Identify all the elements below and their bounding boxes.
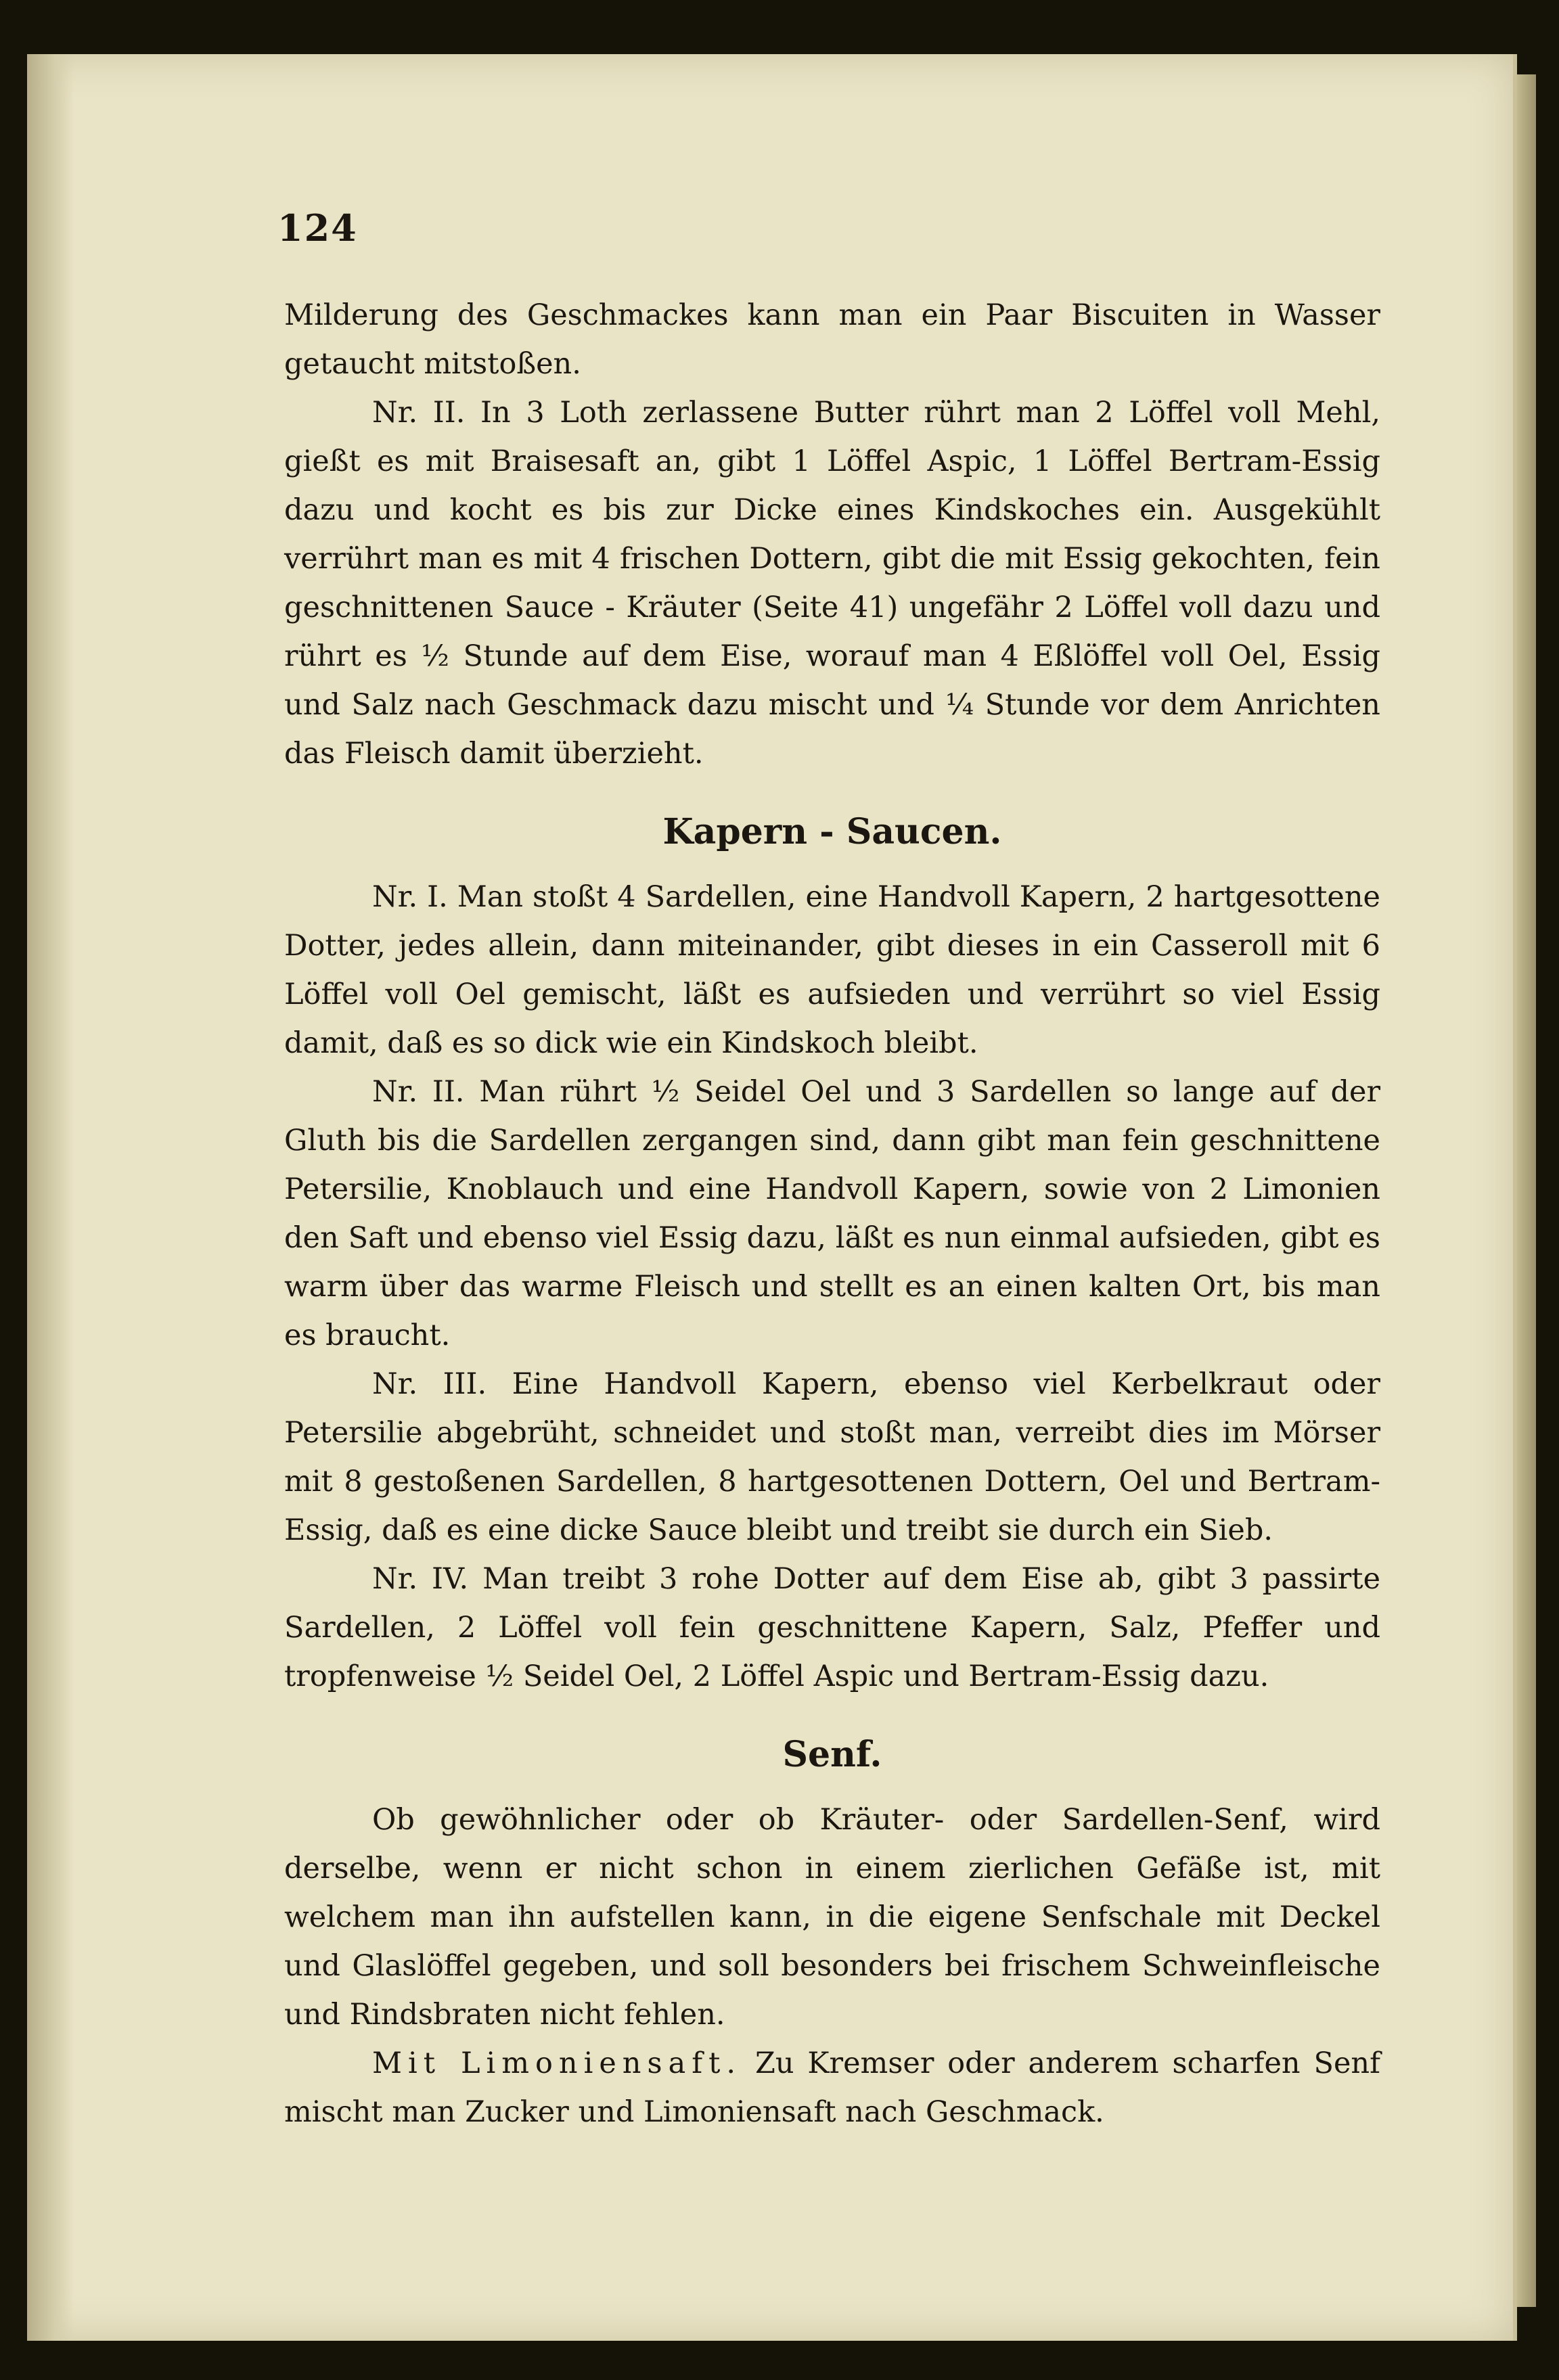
section-heading-kapern-saucen: Kapern - Saucen. xyxy=(662,811,1002,852)
recipe-nr2 xyxy=(284,1068,1380,1360)
recipe-label: Nr. II. xyxy=(372,1075,465,1109)
limoniensaft-paragraph xyxy=(284,2039,1380,2136)
paragraph-label: Mit Limoniensaft. xyxy=(372,2046,742,2080)
recipe-text: Man treibt 3 rohe Dotter auf dem Eise ab, gibt 3 passirte Sardellen, 2 Löffel voll fein geschnittene Kapern, Salz, Pfeffer und tropfenweise ½ Seidel Oel, 2 Löffel Aspic und Bertram-Essig dazu. xyxy=(284,1562,1381,1693)
paragraph-text: Zu Kremser oder anderem scharfen Senf mischt man Zucker und Limoniensaft nach Geschmack. xyxy=(284,2046,1381,2129)
recipe-label: Nr. II. xyxy=(372,396,466,430)
page-body xyxy=(284,291,1380,2136)
recipe-label: Nr. III. xyxy=(372,1367,487,1401)
recipe-nr1 xyxy=(284,873,1380,1068)
recipe-text: Eine Handvoll Kapern, ebenso viel Kerbelkraut oder Petersilie abgebrüht, schneidet und stoßt man, verreibt dies im Mörser mit 8 gestoßenen Sardellen, 8 hartgesottenen Dottern, Oel und Bertram-Essig, daß es eine dicke Sauce bleibt und treibt sie durch ein Sieb. xyxy=(284,1367,1380,1547)
intro-recipe-nr2 xyxy=(284,388,1380,778)
book-gutter xyxy=(27,54,74,2341)
recipe-label: Nr. I. xyxy=(372,880,448,914)
senf-paragraph: Ob gewöhnlicher oder ob Kräuter- oder Sardellen-Senf, wird derselbe, wenn er nicht schon in einem zierlichen Gefäße ist, mit welchem man ihn aufstellen kann, in die eigene Senfschale mit Deckel und Glaslöffel gegeben, und soll besonders bei frischem Schweinfleische und Rindsbraten nicht fehlen. xyxy=(284,1803,1380,2032)
recipe-text: In 3 Loth zerlassene Butter rührt man 2 Löffel voll Mehl, gießt es mit Braisesaft an, gibt 1 Löffel Aspic, 1 Löffel Bertram-Essig dazu und kocht es bis zur Dicke eines Kindskoches ein. Ausgekühlt verrührt man es mit 4 frischen Dottern, gibt die mit Essig gekochten, fein geschnittenen Sauce - Kräuter (Seite 41) ungefähr 2 Löffel voll dazu und rührt es ½ Stunde auf dem Eise, worauf man 4 Eßlöffel voll Oel, Essig und Salz nach Geschmack dazu mischt und ¼ Stunde vor dem Anrichten das Fleisch damit überzieht. xyxy=(284,396,1380,771)
intro-paragraph: Milderung des Geschmackes kann man ein Paar Biscuiten in Wasser getaucht mitstoßen. xyxy=(284,298,1380,381)
recipe-label: Nr. IV. xyxy=(372,1562,469,1596)
page-number: 124 xyxy=(277,206,358,250)
recipe-nr3 xyxy=(284,1360,1380,1555)
recipe-text: Man stoßt 4 Sardellen, eine Handvoll Kapern, 2 hartgesottene Dotter, jedes allein, dann miteinander, gibt dieses in ein Casseroll mit 6 Löffel voll Oel gemischt, läßt es aufsieden und verrührt so viel Essig damit, daß es so dick wie ein Kindskoch bleibt. xyxy=(284,880,1380,1060)
recipe-text: Man rührt ½ Seidel Oel und 3 Sardellen so lange auf der Gluth bis die Sardellen zergangen sind, dann gibt man fein geschnittene Petersilie, Knoblauch und eine Handvoll Kapern, sowie von 2 Limonien den Saft und ebenso viel Essig dazu, läßt es nun einmal aufsieden, gibt es warm über das warme Fleisch und stellt es an einen kalten Ort, bis man es braucht. xyxy=(284,1075,1381,1352)
section-heading-senf: Senf. xyxy=(782,1734,882,1775)
recipe-nr4 xyxy=(284,1555,1380,1701)
